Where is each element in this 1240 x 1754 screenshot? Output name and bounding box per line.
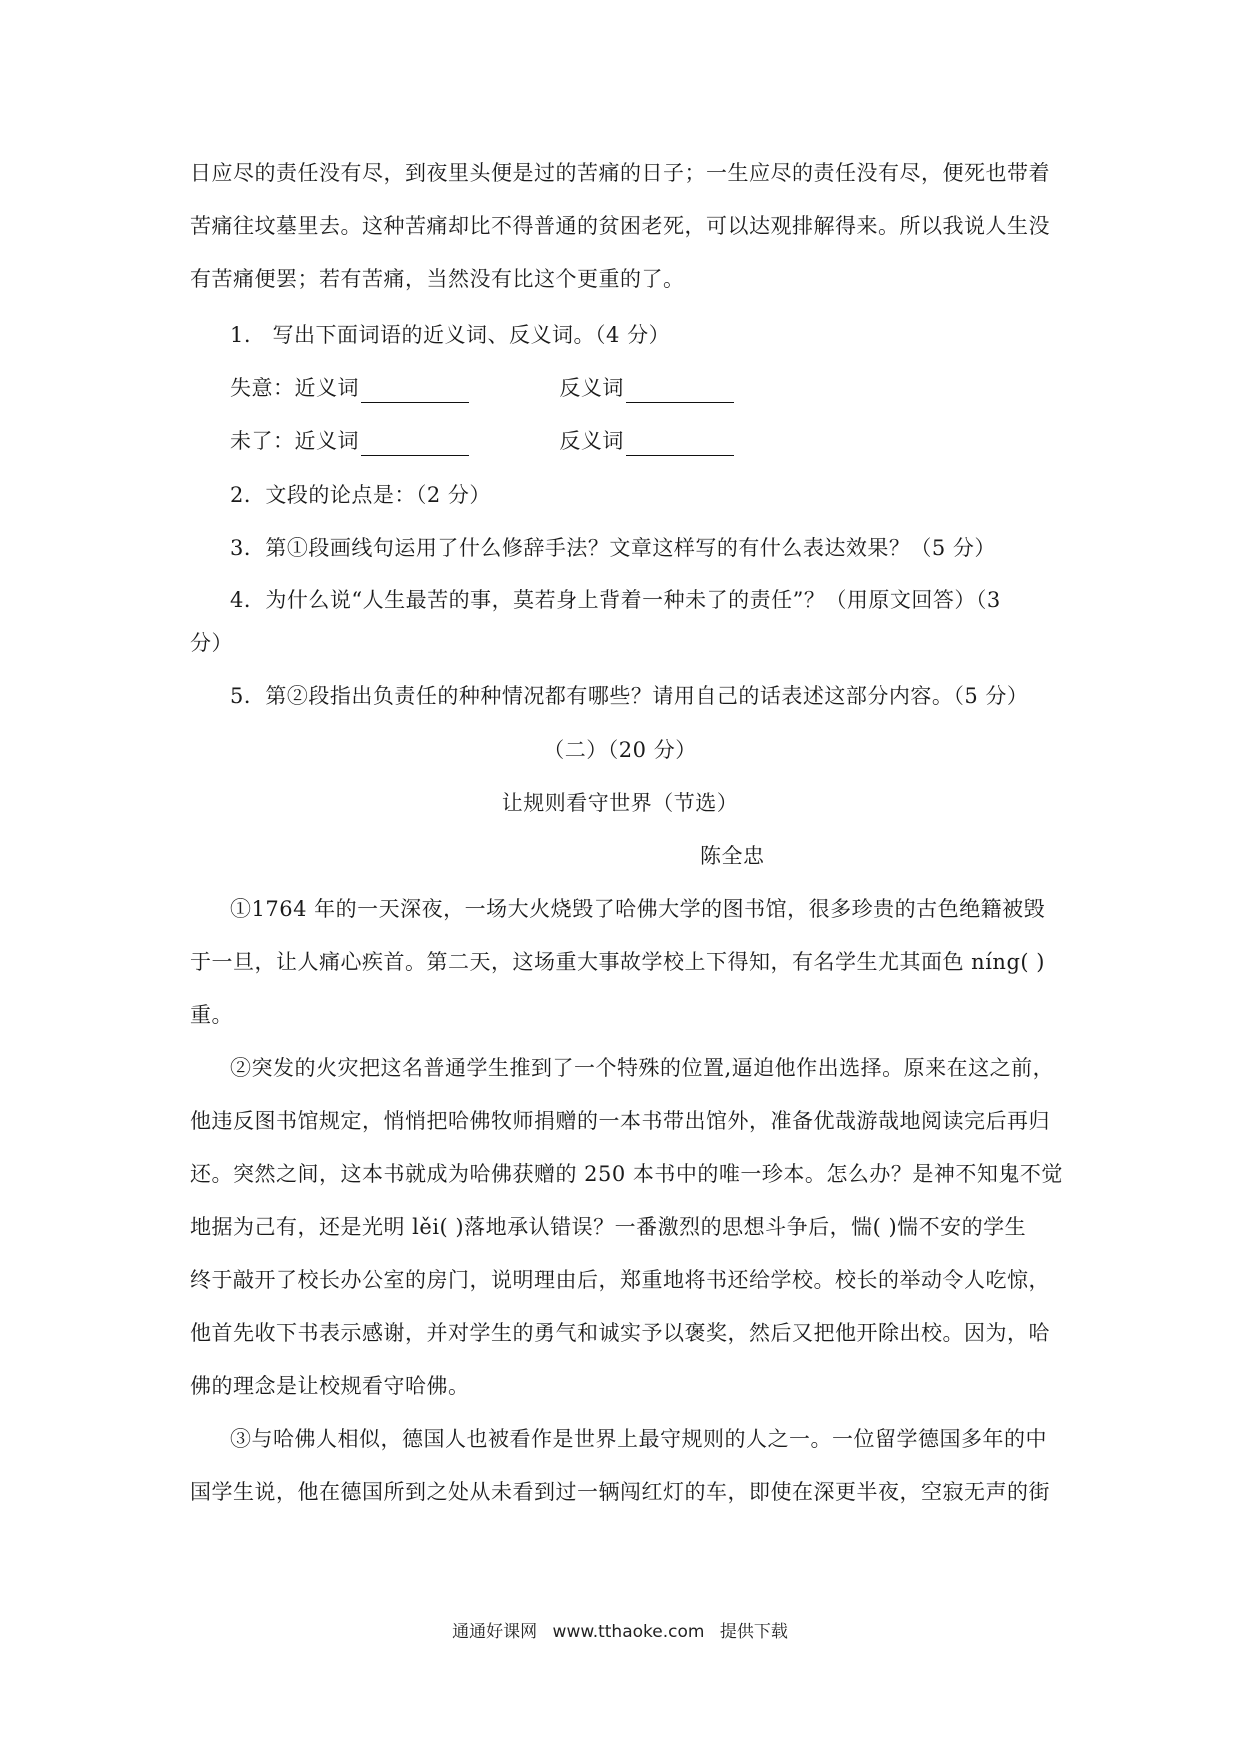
footer-site-name: 通通好课网 [452, 1622, 538, 1642]
q1-row-2 [230, 426, 1100, 456]
q1-row1-synonym-blank[interactable] [361, 380, 469, 403]
question-4-line-2: 分） [190, 631, 233, 655]
q1-row1-label: 失意：近义词 [230, 376, 359, 400]
q1-row2-synonym-blank[interactable] [361, 433, 469, 456]
paragraph-1-line: ①1764 年的一天深夜，一场大火烧毁了哈佛大学的图书馆，很多珍贵的古色绝籍被毁 [230, 897, 1046, 921]
paragraph-2-line: ②突发的火灾把这名普通学生推到了一个特殊的位置,逼迫他作出选择。原来在这之前， [230, 1056, 1055, 1080]
question-2: 2．文段的论点是：（2 分） [230, 483, 491, 507]
question-5: 5．第②段指出负责任的种种情况都有哪些？请用自己的话表述这部分内容。（5 分） [230, 684, 1029, 708]
footer-suffix: 提供下载 [719, 1622, 788, 1642]
paragraph-1-line: 重。 [190, 1003, 233, 1027]
q1-row2-antonym-label: 反义词 [559, 429, 624, 453]
paragraph-2-line: 地据为己有，还是光明 lěi( )落地承认错误？一番激烈的思想斗争后，惴( )惴不安的学生 [190, 1215, 1027, 1239]
q1-row1-antonym-blank[interactable] [626, 380, 734, 403]
article-author: 陈全忠 [700, 844, 765, 868]
q1-row1-antonym-label: 反义词 [559, 376, 624, 400]
passage-line: 苦痛往坟墓里去。这种苦痛却比不得普通的贫困老死，可以达观排解得来。所以我说人生没 [190, 214, 1050, 238]
paragraph-1-line: 于一旦，让人痛心疾首。第二天，这场重大事故学校上下得知，有名学生尤其面色 níng( ) [190, 950, 1045, 974]
page-footer [0, 1617, 1240, 1642]
paragraph-2-line: 他首先收下书表示感谢，并对学生的勇气和诚实予以褒奖，然后又把他开除出校。因为，哈 [190, 1321, 1050, 1345]
passage-line: 日应尽的责任没有尽，到夜里头便是过的苦痛的日子；一生应尽的责任没有尽，便死也带着 [190, 161, 1050, 185]
article-title: 让规则看守世界（节选） [501, 791, 739, 815]
paragraph-2-line: 他违反图书馆规定，悄悄把哈佛牧师捐赠的一本书带出馆外，准备优哉游哉地阅读完后再归 [190, 1109, 1050, 1133]
paragraph-3-line: ③与哈佛人相似，德国人也被看作是世界上最守规则的人之一。一位留学德国多年的中 [230, 1427, 1047, 1451]
question-1: 1. 写出下面词语的近义词、反义词。（4 分） [230, 323, 671, 347]
q1-row-1 [230, 373, 1100, 403]
q1-row2-label: 未了：近义词 [230, 429, 359, 453]
paragraph-3-line: 国学生说，他在德国所到之处从未看到过一辆闯红灯的车，即使在深更半夜，空寂无声的街 [190, 1480, 1050, 1504]
paragraph-2-line: 终于敲开了校长办公室的房门，说明理由后，郑重地将书还给学校。校长的举动令人吃惊， [190, 1268, 1050, 1292]
paragraph-2-line: 佛的理念是让校规看守哈佛。 [190, 1374, 470, 1398]
q1-row2-antonym-blank[interactable] [626, 433, 734, 456]
question-4-line-1: 4．为什么说“人生最苦的事，莫若身上背着一种未了的责任”？（用原文回答）（3 [230, 588, 1001, 612]
question-3: 3．第①段画线句运用了什么修辞手法？文章这样写的有什么表达效果？（5 分） [230, 536, 996, 560]
passage-line: 有苦痛便罢；若有苦痛，当然没有比这个更重的了。 [190, 267, 685, 291]
footer-url[interactable]: www.tthaoke.com [552, 1622, 705, 1642]
paragraph-2-line: 还。突然之间，这本书就成为哈佛获赠的 250 本书中的唯一珍本。怎么办？是神不知鬼不觉 [190, 1162, 1063, 1186]
section-heading: （二）（20 分） [543, 738, 697, 762]
